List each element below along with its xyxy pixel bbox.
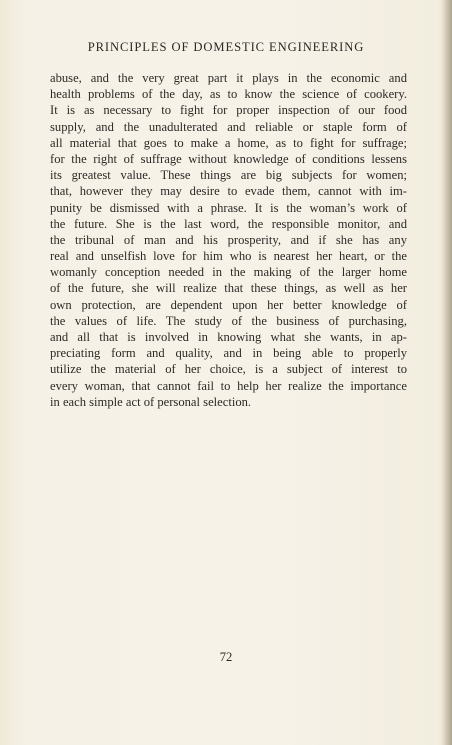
text-line: of the future, she will realize that these things, as well as her <box>50 281 407 296</box>
text-line: every woman, that cannot fail to help her realize the importance <box>50 378 407 393</box>
text-line: health problems of the day, as to know the science of cookery. <box>50 87 407 102</box>
body-paragraph <box>50 70 407 410</box>
text-line: its greatest value. These things are big subjects for women; <box>50 168 407 183</box>
text-line: the tribunal of man and his prosperity, and if she has any <box>50 232 407 247</box>
text-line: punity be dismissed with a phrase. It is the woman’s work of <box>50 200 407 215</box>
text-line: preciating form and quality, and in being able to properly <box>50 346 407 361</box>
text-line: real and unselfish love for him who is nearest her heart, or the <box>50 249 407 264</box>
text-line: the values of life. The study of the business of purchasing, <box>50 313 407 328</box>
text-line: supply, and the unadulterated and reliable or staple form of <box>50 119 407 134</box>
text-line: all material that goes to make a home, as to fight for suffrage; <box>50 135 407 150</box>
page-edge-shadow <box>442 0 452 745</box>
text-line: the future. She is the last word, the responsible monitor, and <box>50 216 407 231</box>
text-line-last: in each simple act of personal selection. <box>50 394 252 409</box>
text-line: abuse, and the very great part it plays in the economic and <box>50 71 407 85</box>
page-number: 72 <box>219 650 233 664</box>
text-line: own protection, are dependent upon her better knowledge of <box>50 297 407 312</box>
text-line: that, however they may desire to evade them, cannot with im- <box>50 184 407 199</box>
text-line: and all that is involved in knowing what she wants, in ap- <box>50 330 407 344</box>
text-line: utilize the material of her choice, is a subject of interest to <box>50 362 407 377</box>
text-line: It is as necessary to fight for proper inspection of our food <box>50 103 407 118</box>
text-line: for the right of suffrage without knowledge of conditions lessens <box>50 151 407 166</box>
running-head: PRINCIPLES OF DOMESTIC ENGINEERING <box>87 40 365 54</box>
text-line: womanly conception needed in the making of the larger home <box>50 265 407 280</box>
